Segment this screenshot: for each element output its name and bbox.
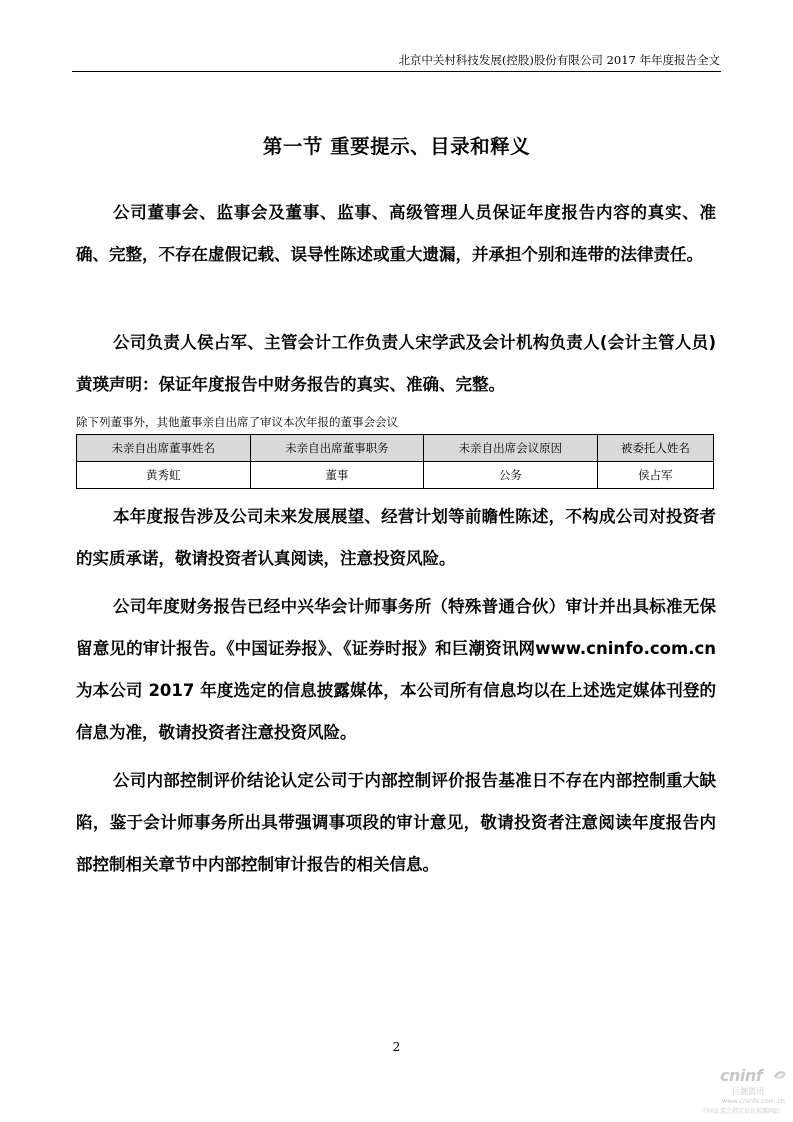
table-cell: 黄秀虹 (77, 462, 251, 489)
section-title: 第一节 重要提示、目录和释义 (262, 135, 531, 158)
paragraph-audit-media: 公司年度财务报告已经中兴华会计师事务所（特殊普通合伙）审计并出具标准无保留意见的审计报告。《中国证券报》、《证券时报》和巨潮资讯网www.cninfo.com.cn 为本公司 2017 年度选定的信息披露媒体，本公司所有信息均以在上述选定媒体刊登的信息为准，敬请投资者注意投资风险。 (76, 597, 716, 742)
table-cell: 董事 (250, 462, 424, 489)
table-header-row (77, 435, 714, 462)
column-header: 未亲自出席董事职务 (250, 435, 424, 462)
column-header: 被委托人姓名 (597, 435, 713, 462)
cninfo-watermark (700, 1066, 790, 1118)
watermark-logo-text: cninf (720, 1066, 763, 1085)
column-header: 未亲自出席会议原因 (424, 435, 598, 462)
paragraph-board-guarantee: 公司董事会、监事会及董事、监事、高级管理人员保证年度报告内容的真实、准确、完整，不存在虚假记载、误导性陈述或重大遗漏，并承担个别和连带的法律责任。 (76, 203, 716, 264)
paragraph-forward-looking: 本年度报告涉及公司未来发展展望、经营计划等前瞻性陈述，不构成公司对投资者的实质承诺，敬请投资者认真阅读，注意投资风险。 (76, 507, 716, 568)
watermark-url: www.cninfo.com.cn (722, 1097, 785, 1105)
watermark-logo (720, 1066, 762, 1085)
watermark-tagline: 中国证监会指定信息披露网站 (702, 1108, 781, 1115)
absent-directors-table (76, 434, 714, 489)
paragraph-internal-control: 公司内部控制评价结论认定公司于内部控制评价报告基准日不存在内部控制重大缺陷，鉴于会计师事务所出具带强调事项段的审计意见，敬请投资者注意阅读年度报告内部控制相关章节中内部控制审计报告的相关信息。 (76, 771, 716, 874)
page-number: 2 (392, 1040, 401, 1054)
watermark-cn-name: 巨潮资讯 (732, 1087, 764, 1096)
header-divider (72, 71, 721, 72)
table-caption: 除下列董事外，其他董事亲自出席了审议本次年报的董事会会议 (76, 415, 398, 429)
column-header: 未亲自出席董事姓名 (77, 435, 251, 462)
table-cell: 公务 (424, 462, 598, 489)
watermark-swirl-icon (772, 1068, 788, 1082)
page-header: 北京中关村科技发展(控股)股份有限公司 2017 年年度报告全文 (398, 53, 720, 67)
table-row (77, 462, 714, 489)
table-cell: 侯占军 (597, 462, 713, 489)
paragraph-responsible-persons: 公司负责人侯占军、主管会计工作负责人宋学武及会计机构负责人(会计主管人员)黄瑛声明：保证年度报告中财务报告的真实、准确、完整。 (76, 333, 716, 394)
